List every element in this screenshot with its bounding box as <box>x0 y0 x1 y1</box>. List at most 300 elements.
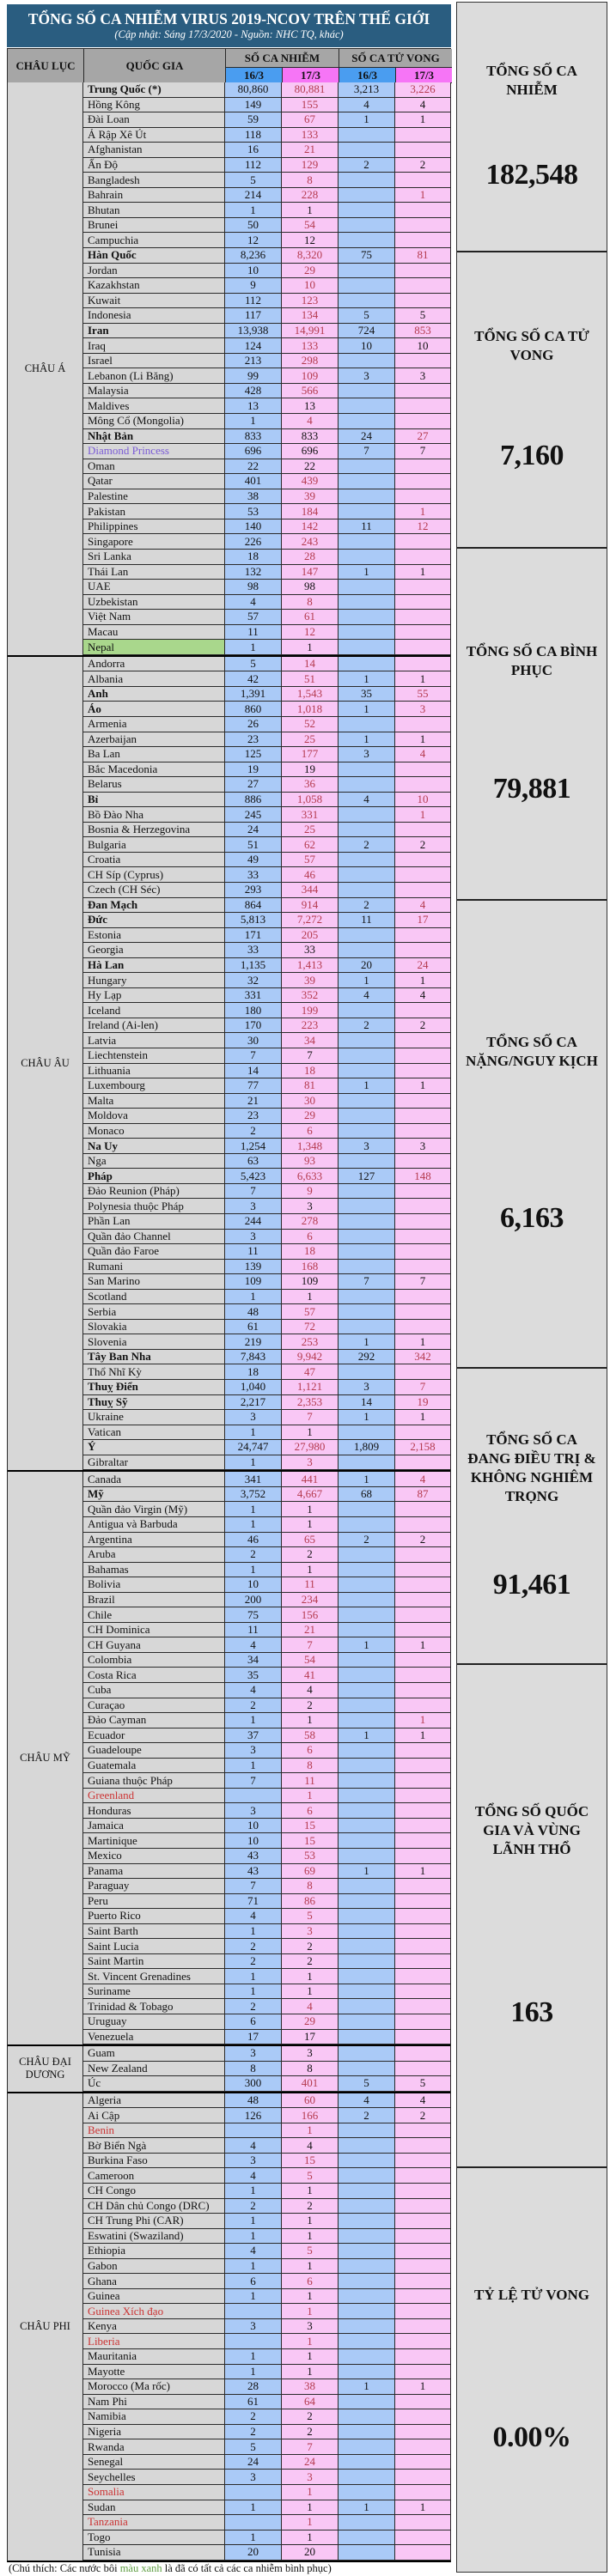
country-name-cell: Gabon <box>83 2259 225 2275</box>
cases-17-3-cell: 8 <box>282 595 339 611</box>
country-name-cell: Quần đảo Channel <box>83 1230 225 1245</box>
deaths-16-3-cell <box>339 2515 395 2530</box>
country-name-cell: Ai Cập <box>83 2108 225 2123</box>
country-name-cell: Đức <box>83 913 225 928</box>
table-row <box>83 1969 450 1984</box>
country-name-cell: Phần Lan <box>83 1214 225 1230</box>
cases-16-3-cell: 219 <box>225 1334 282 1350</box>
deaths-17-3-cell: 2 <box>395 2108 450 2123</box>
cases-17-3-cell: 1 <box>282 2304 339 2319</box>
cases-17-3-cell: 166 <box>282 2108 339 2123</box>
table-row <box>83 1425 450 1441</box>
cases-16-3-cell: 18 <box>225 550 282 565</box>
table-row <box>83 278 450 294</box>
cases-17-3-cell: 18 <box>282 1064 339 1079</box>
deaths-17-3-cell: 1 <box>395 1334 450 1350</box>
table-row <box>83 2439 450 2455</box>
deaths-17-3-cell <box>395 1879 450 1894</box>
country-name-cell: CH Síp (Cyprus) <box>83 867 225 883</box>
cases-16-3-cell: 7,843 <box>225 1350 282 1365</box>
table-row <box>83 2030 450 2045</box>
country-name-cell: Áo <box>83 702 225 717</box>
country-name-cell: Bồ Đào Nha <box>83 807 225 823</box>
cases-17-3-cell: 14,991 <box>282 324 339 339</box>
deaths-17-3-cell: 2 <box>395 1018 450 1034</box>
cases-16-3-cell: 42 <box>225 671 282 687</box>
deaths-17-3-cell <box>395 762 450 778</box>
cases-16-3-cell: 28 <box>225 2379 282 2395</box>
deaths-16-3-cell <box>339 2470 395 2485</box>
deaths-16-3-cell: 1 <box>339 1637 395 1653</box>
cases-17-3-cell: 2,353 <box>282 1395 339 1411</box>
cases-17-3-cell: 22 <box>282 459 339 475</box>
deaths-16-3-cell <box>339 2168 395 2184</box>
table-row <box>83 1260 450 1275</box>
cases-16-3-cell: 3 <box>225 1743 282 1759</box>
deaths-16-3-cell: 2 <box>339 898 395 914</box>
deaths-16-3-cell <box>339 2014 395 2030</box>
country-name-cell: Rumani <box>83 1260 225 1275</box>
country-name-cell: Bangladesh <box>83 173 225 188</box>
cases-17-3-cell: 2 <box>282 1954 339 1970</box>
country-name-cell: Luxembourg <box>83 1078 225 1094</box>
summary-block-total-active-mild <box>457 1369 607 1665</box>
cases-17-3-cell: 18 <box>282 1244 339 1260</box>
cases-17-3-cell: 243 <box>282 534 339 550</box>
deaths-16-3-cell <box>339 398 395 414</box>
cases-17-3-cell: 58 <box>282 1728 339 1744</box>
summary-value-total-deaths: 7,160 <box>500 440 564 471</box>
table-row <box>83 173 450 188</box>
deaths-17-3-cell: 1 <box>395 671 450 687</box>
deaths-16-3-cell <box>339 853 395 868</box>
country-name-cell: Andorra <box>83 657 225 672</box>
table-row <box>83 1502 450 1517</box>
cases-16-3-cell: 48 <box>225 1304 282 1320</box>
deaths-16-3-cell <box>339 1364 395 1380</box>
deaths-17-3-cell <box>395 2470 450 2485</box>
deaths-16-3-cell: 1 <box>339 112 395 128</box>
cases-17-3-cell: 98 <box>282 580 339 595</box>
cases-16-3-cell: 3 <box>225 1410 282 1425</box>
table-row <box>83 2108 450 2123</box>
cases-17-3-cell: 1 <box>282 2289 339 2305</box>
cases-16-3-cell: 24 <box>225 2455 282 2470</box>
cases-16-3-cell: 13 <box>225 398 282 414</box>
deaths-17-3-cell <box>395 2030 450 2045</box>
country-name-cell: Croatia <box>83 853 225 868</box>
cases-16-3-cell: 4 <box>225 2168 282 2184</box>
cases-16-3-cell <box>225 1789 282 1804</box>
country-name-cell: Scotland <box>83 1290 225 1305</box>
cases-17-3-cell: 3 <box>282 2470 339 2485</box>
table-row <box>83 610 450 625</box>
table-row <box>83 1833 450 1849</box>
country-name-cell: Venezuela <box>83 2030 225 2045</box>
deaths-17-3-cell: 1 <box>395 188 450 204</box>
deaths-16-3-cell <box>339 2439 395 2455</box>
deaths-17-3-cell: 148 <box>395 1169 450 1184</box>
deaths-16-3-cell <box>339 1003 395 1018</box>
country-name-cell: Namibia <box>83 2409 225 2425</box>
cases-16-3-cell: 9 <box>225 278 282 294</box>
cases-16-3-cell: 4 <box>225 1683 282 1698</box>
country-name-cell: Qatar <box>83 474 225 489</box>
table-row <box>83 1410 450 1425</box>
table-row <box>83 687 450 702</box>
country-name-cell: Đảo Cayman <box>83 1713 225 1728</box>
deaths-16-3-cell <box>339 2395 395 2410</box>
deaths-16-3-cell <box>339 595 395 611</box>
table-row <box>83 1214 450 1230</box>
cases-17-3-cell: 47 <box>282 1364 339 1380</box>
cases-17-3-cell: 2 <box>282 1547 339 1563</box>
deaths-16-3-cell: 3 <box>339 1380 395 1395</box>
deaths-16-3-cell <box>339 1320 395 1335</box>
deaths-17-3-cell: 2 <box>395 158 450 173</box>
cases-16-3-cell: 21 <box>225 1094 282 1109</box>
deaths-16-3-cell <box>339 2229 395 2245</box>
table-row <box>83 913 450 928</box>
cases-16-3-cell: 35 <box>225 1668 282 1683</box>
deaths-17-3-cell <box>395 1939 450 1954</box>
cases-17-3-cell: 36 <box>282 777 339 793</box>
deaths-16-3-cell <box>339 218 395 234</box>
deaths-16-3-cell: 2 <box>339 2108 395 2123</box>
cases-16-3-cell: 16 <box>225 143 282 158</box>
deaths-17-3-cell <box>395 2289 450 2305</box>
deaths-16-3-cell <box>339 2123 395 2139</box>
table-row <box>83 1334 450 1350</box>
table-row <box>83 1244 450 1260</box>
cases-17-3-cell: 109 <box>282 1274 339 1290</box>
cases-17-3-cell: 199 <box>282 1003 339 1018</box>
country-name-cell: CH Dominica <box>83 1623 225 1638</box>
cases-16-3-cell: 149 <box>225 98 282 113</box>
country-name-cell: Tanzania <box>83 2515 225 2530</box>
footer-note <box>9 2562 332 2575</box>
cases-17-3-cell: 6 <box>282 1124 339 1139</box>
deaths-17-3-cell: 1 <box>395 112 450 128</box>
cases-16-3-cell: 1 <box>225 1455 282 1471</box>
deaths-16-3-cell <box>339 203 395 218</box>
cases-16-3-cell: 1 <box>225 2500 282 2516</box>
cases-16-3-cell: 696 <box>225 444 282 459</box>
country-name-cell: Rwanda <box>83 2439 225 2455</box>
deaths-16-3-cell <box>339 1577 395 1593</box>
deaths-16-3-cell <box>339 1789 395 1804</box>
country-name-cell: Kazakhstan <box>83 278 225 294</box>
table-row <box>83 671 450 687</box>
deaths-17-3-cell <box>395 1683 450 1698</box>
cases-16-3-cell: 244 <box>225 1214 282 1230</box>
table-row <box>83 565 450 580</box>
country-name-cell: Belarus <box>83 777 225 793</box>
deaths-17-3-cell: 853 <box>395 324 450 339</box>
cases-16-3-cell: 5,813 <box>225 913 282 928</box>
cases-17-3-cell: 25 <box>282 823 339 838</box>
cases-16-3-cell: 1 <box>225 2259 282 2275</box>
deaths-16-3-cell <box>339 1713 395 1728</box>
deaths-17-3-cell <box>395 143 450 158</box>
deaths-17-3-cell: 4 <box>395 747 450 762</box>
cases-16-3-cell: 213 <box>225 354 282 369</box>
cases-17-3-cell: 5 <box>282 1909 339 1924</box>
deaths-16-3-cell <box>339 459 395 475</box>
deaths-16-3-cell: 10 <box>339 338 395 354</box>
cases-17-3-cell: 228 <box>282 188 339 204</box>
cases-16-3-cell: 341 <box>225 1472 282 1487</box>
table-row <box>83 1849 450 1864</box>
deaths-16-3-cell <box>339 1244 395 1260</box>
cases-17-3-cell: 352 <box>282 988 339 1004</box>
country-name-cell: Tunisia <box>83 2545 225 2561</box>
deaths-17-3-cell <box>395 2274 450 2289</box>
country-name-cell: Guinea Xích đạo <box>83 2304 225 2319</box>
country-name-cell: Đài Loan <box>83 112 225 128</box>
cases-17-3-cell: 81 <box>282 1078 339 1094</box>
deaths-16-3-cell <box>339 625 395 641</box>
table-row <box>83 112 450 128</box>
country-name-cell: Thổ Nhĩ Kỳ <box>83 1364 225 1380</box>
deaths-17-3-cell <box>395 384 450 399</box>
cases-16-3-cell: 4 <box>225 2244 282 2259</box>
cases-16-3-cell: 1 <box>225 414 282 429</box>
deaths-17-3-cell <box>395 474 450 489</box>
cases-16-3-cell: 833 <box>225 429 282 445</box>
country-name-cell: Aruba <box>83 1547 225 1563</box>
cases-16-3-cell: 63 <box>225 1154 282 1170</box>
cases-17-3-cell: 9 <box>282 1184 339 1200</box>
table-row <box>83 657 450 672</box>
deaths-17-3-cell <box>395 1924 450 1940</box>
cases-17-3-cell: 15 <box>282 1819 339 1834</box>
table-row <box>83 1455 450 1471</box>
deaths-16-3-cell: 1 <box>339 671 395 687</box>
summary-label-total-cases: TỔNG SỐ CA NHIỄM <box>486 63 577 98</box>
cases-16-3-cell: 886 <box>225 793 282 808</box>
country-name-cell: Guam <box>83 2046 225 2062</box>
cases-16-3-cell: 1 <box>225 2229 282 2245</box>
cases-17-3-cell: 33 <box>282 943 339 958</box>
cases-16-3-cell: 140 <box>225 519 282 535</box>
country-name-cell: Paraguay <box>83 1879 225 1894</box>
country-name-cell: Slovenia <box>83 1334 225 1350</box>
cases-17-3-cell: 1 <box>282 2485 339 2500</box>
cases-17-3-cell: 278 <box>282 1214 339 1230</box>
country-name-cell: Guatemala <box>83 1759 225 1774</box>
cases-17-3-cell: 7 <box>282 2439 339 2455</box>
country-name-cell: Brunei <box>83 218 225 234</box>
cases-17-3-cell: 27,980 <box>282 1440 339 1455</box>
country-name-cell: Oman <box>83 459 225 475</box>
cases-16-3-cell: 1 <box>225 1969 282 1984</box>
cases-16-3-cell: 98 <box>225 580 282 595</box>
table-row <box>83 1169 450 1184</box>
deaths-17-3-cell: 4 <box>395 1472 450 1487</box>
header-deaths: SỐ CA TỬ VONG <box>339 49 452 68</box>
summary-value-death-rate: 0.00% <box>492 2421 571 2454</box>
cases-17-3-cell: 1 <box>282 640 339 655</box>
deaths-16-3-cell: 4 <box>339 793 395 808</box>
deaths-16-3-cell <box>339 1803 395 1819</box>
deaths-17-3-cell: 17 <box>395 913 450 928</box>
table-row <box>83 2500 450 2516</box>
cases-17-3-cell: 4 <box>282 1683 339 1698</box>
deaths-16-3-cell <box>339 1094 395 1109</box>
cases-17-3-cell: 57 <box>282 853 339 868</box>
table-row <box>83 1713 450 1728</box>
table-row <box>83 1954 450 1970</box>
deaths-17-3-cell <box>395 853 450 868</box>
cases-17-3-cell: 3 <box>282 1199 339 1214</box>
deaths-17-3-cell: 2 <box>395 1533 450 1548</box>
country-name-cell: Jordan <box>83 264 225 279</box>
cases-16-3-cell: 180 <box>225 1003 282 1018</box>
cases-17-3-cell: 1,413 <box>282 958 339 974</box>
table-row <box>83 1547 450 1563</box>
country-name-cell: Ghana <box>83 2274 225 2289</box>
table-row <box>83 188 450 204</box>
cases-17-3-cell: 6 <box>282 1230 339 1245</box>
cases-17-3-cell: 65 <box>282 1533 339 1548</box>
cases-17-3-cell: 833 <box>282 429 339 445</box>
deaths-17-3-cell: 1 <box>395 1637 450 1653</box>
deaths-17-3-cell: 1 <box>395 1864 450 1880</box>
country-name-cell: Ba Lan <box>83 747 225 762</box>
cases-16-3-cell: 10 <box>225 1577 282 1593</box>
table-row <box>83 2244 450 2259</box>
country-name-cell: Algeria <box>83 2093 225 2109</box>
deaths-16-3-cell <box>339 2199 395 2215</box>
country-name-cell: Togo <box>83 2530 225 2546</box>
deaths-17-3-cell <box>395 1668 450 1683</box>
cases-16-3-cell: 1 <box>225 1984 282 2000</box>
cases-17-3-cell: 109 <box>282 368 339 384</box>
cases-17-3-cell: 39 <box>282 489 339 505</box>
deaths-17-3-cell <box>395 459 450 475</box>
table-row <box>83 294 450 309</box>
cases-16-3-cell: 1,391 <box>225 687 282 702</box>
deaths-16-3-cell: 35 <box>339 687 395 702</box>
deaths-16-3-cell <box>339 1064 395 1079</box>
country-name-cell: Colombia <box>83 1653 225 1668</box>
cases-16-3-cell: 112 <box>225 294 282 309</box>
country-name-cell: Uruguay <box>83 2014 225 2030</box>
cases-17-3-cell: 696 <box>282 444 339 459</box>
table-row <box>83 1395 450 1411</box>
table-row <box>83 2319 450 2335</box>
cases-16-3-cell: 1 <box>225 2349 282 2365</box>
deaths-17-3-cell: 5 <box>395 2076 450 2092</box>
deaths-16-3-cell <box>339 2455 395 2470</box>
deaths-16-3-cell: 2 <box>339 158 395 173</box>
cases-16-3-cell: 132 <box>225 565 282 580</box>
table-row <box>83 1304 450 1320</box>
cases-17-3-cell: 168 <box>282 1260 339 1275</box>
cases-17-3-cell: 30 <box>282 1094 339 1109</box>
cases-16-3-cell <box>225 2304 282 2319</box>
summary-value-total-cases: 182,548 <box>485 159 578 191</box>
deaths-17-3-cell: 10 <box>395 338 450 354</box>
country-name-cell: Campuchia <box>83 233 225 248</box>
table-row <box>83 2470 450 2485</box>
deaths-17-3-cell <box>395 1290 450 1305</box>
country-name-cell: CH Trung Phi (CAR) <box>83 2214 225 2229</box>
table-row <box>83 580 450 595</box>
deaths-16-3-cell <box>339 2154 395 2169</box>
cases-16-3-cell: 77 <box>225 1078 282 1094</box>
deaths-16-3-cell: 11 <box>339 913 395 928</box>
table-row <box>83 2138 450 2154</box>
deaths-17-3-cell <box>395 550 450 565</box>
cases-17-3-cell: 1 <box>282 1425 339 1441</box>
cases-16-3-cell: 34 <box>225 1653 282 1668</box>
country-name-cell: Ả Rập Xê Út <box>83 128 225 143</box>
cases-17-3-cell: 344 <box>282 883 339 898</box>
deaths-17-3-cell <box>395 1033 450 1048</box>
table-row <box>83 2395 450 2410</box>
country-name-cell: Pháp <box>83 1169 225 1184</box>
country-name-cell: Malta <box>83 1094 225 1109</box>
deaths-17-3-cell: 342 <box>395 1350 450 1365</box>
country-name-cell: Diamond Princess <box>83 444 225 459</box>
deaths-16-3-cell <box>339 1109 395 1124</box>
table-row <box>83 2199 450 2215</box>
deaths-16-3-cell <box>339 1653 395 1668</box>
cases-16-3-cell: 864 <box>225 898 282 914</box>
country-name-cell: Pakistan <box>83 504 225 519</box>
country-name-cell: Úc <box>83 2076 225 2092</box>
cases-16-3-cell: 112 <box>225 158 282 173</box>
deaths-17-3-cell <box>395 1789 450 1804</box>
country-name-cell: Philippines <box>83 519 225 535</box>
table-row <box>83 2184 450 2199</box>
deaths-16-3-cell: 1 <box>339 2500 395 2516</box>
deaths-16-3-cell <box>339 1759 395 1774</box>
deaths-16-3-cell <box>339 2274 395 2289</box>
deaths-16-3-cell <box>339 823 395 838</box>
deaths-16-3-cell <box>339 550 395 565</box>
table-row <box>83 414 450 429</box>
deaths-16-3-cell: 4 <box>339 98 395 113</box>
cases-16-3-cell: 3 <box>225 2154 282 2169</box>
cases-16-3-cell: 27 <box>225 777 282 793</box>
deaths-16-3-cell <box>339 1819 395 1834</box>
country-name-cell: Senegal <box>83 2455 225 2470</box>
deaths-16-3-cell <box>339 777 395 793</box>
country-name-cell: Uzbekistan <box>83 595 225 611</box>
table-row <box>83 1563 450 1578</box>
deaths-17-3-cell <box>395 1999 450 2014</box>
cases-17-3-cell: 2 <box>282 2425 339 2440</box>
deaths-17-3-cell <box>395 2184 450 2199</box>
deaths-17-3-cell <box>395 1320 450 1335</box>
deaths-17-3-cell: 3 <box>395 1139 450 1154</box>
deaths-17-3-cell: 3 <box>395 702 450 717</box>
cases-16-3-cell: 7 <box>225 1879 282 1894</box>
cases-16-3-cell: 1,135 <box>225 958 282 974</box>
deaths-17-3-cell <box>395 2334 450 2349</box>
deaths-16-3-cell <box>339 762 395 778</box>
deaths-17-3-cell: 3,226 <box>395 82 450 98</box>
deaths-17-3-cell <box>395 1304 450 1320</box>
summary-block-total-serious-critical <box>457 901 607 1369</box>
country-name-cell: Thuỵ Sỹ <box>83 1395 225 1411</box>
deaths-17-3-cell: 4 <box>395 988 450 1004</box>
deaths-16-3-cell <box>339 2530 395 2546</box>
summary-block-death-rate <box>457 2168 607 2572</box>
